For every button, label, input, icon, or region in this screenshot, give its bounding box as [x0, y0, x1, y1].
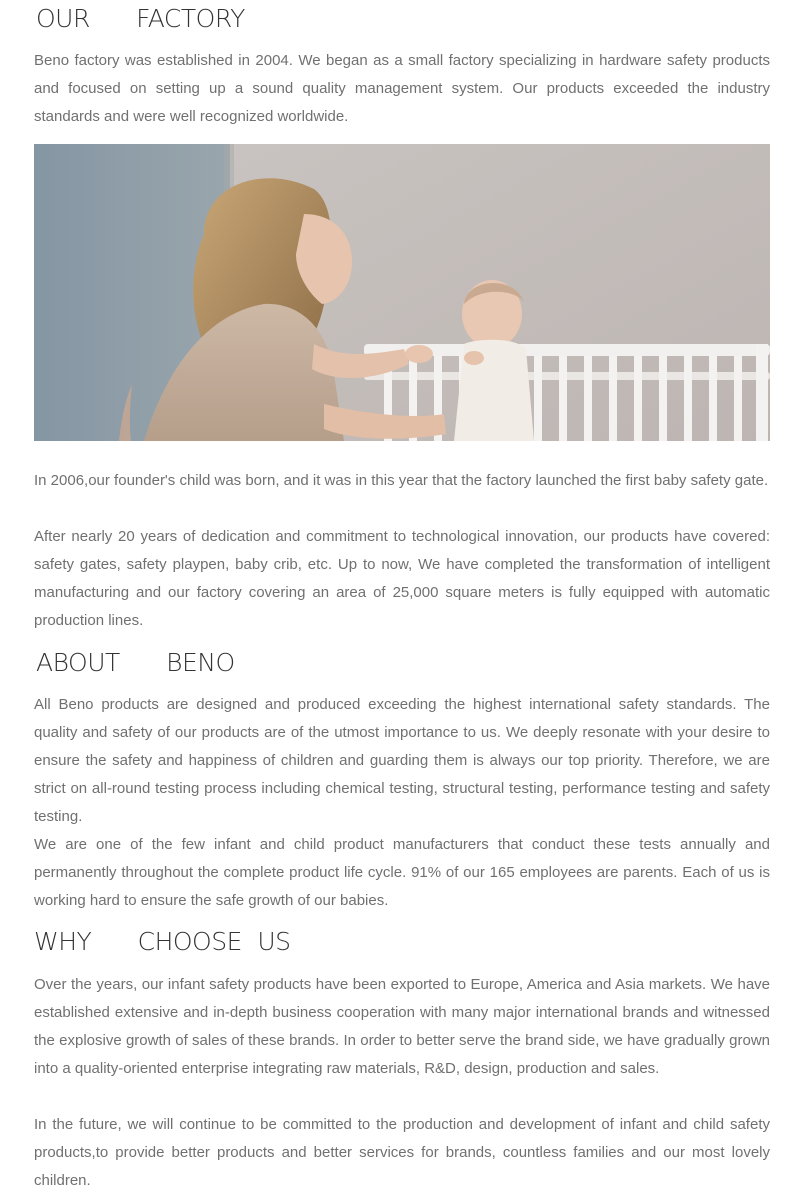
why-text-2: In the future, we will continue to be committed to the production and development of infant and child safety products,to provide better products and better services for brands, countless families and our most lovely children. [34, 1116, 770, 1189]
heading-about-beno: ABOUT BENO [36, 648, 235, 677]
factory-2006-text: In 2006,our founder's child was born, and it was in this year that the factory launched the first baby safety gate. [34, 472, 769, 489]
heading-why-choose-us: WHY CHOOSE US [34, 927, 291, 956]
why-text-1: Over the years, our infant safety products have been exported to Europe, America and Asia markets. We have established extensive and in-depth business cooperation with many major international brands and witnessed the explosive growth of sales of these brands. In order to better serve the brand side, we have gradually grown into a quality-oriented enterprise integrating raw materials, R&D, design, production and sales. [34, 976, 770, 1077]
factory-photo [34, 144, 770, 441]
factory-20-years-text: After nearly 20 years of dedication and commitment to technological innovation, our products have covered: safety gates, safety playpen, baby crib, etc. Up to now, We have completed the transformation of intelligent manufacturing and our factory covering an area of 25,000 square meters is fully equipped with automatic production lines. [34, 528, 770, 629]
about-text-1: All Beno products are designed and produced exceeding the highest international safety standards. The quality and safety of our products are of the utmost importance to us. We deeply resonate with your desire to ensure the safety and happiness of children and guarding them is always our top priority. Therefore, we are strict on all-round testing process including chemical testing, structural testing, performance testing and safety testing. [34, 696, 770, 825]
mother-and-baby-crib-photo-icon [34, 144, 770, 441]
factory-intro-text: Beno factory was established in 2004. We began as a small factory specializing in hardware safety products and focused on setting up a sound quality management system. Our products exceeded the industry standards and were well recognized worldwide. [34, 52, 770, 125]
heading-our-factory: OUR FACTORY [36, 4, 245, 33]
about-text-2: We are one of the few infant and child product manufacturers that conduct these tests annually and permanently throughout the complete product life cycle. 91% of our 165 employees are parents. Each of us is working hard to ensure the safe growth of our babies. [34, 836, 770, 909]
